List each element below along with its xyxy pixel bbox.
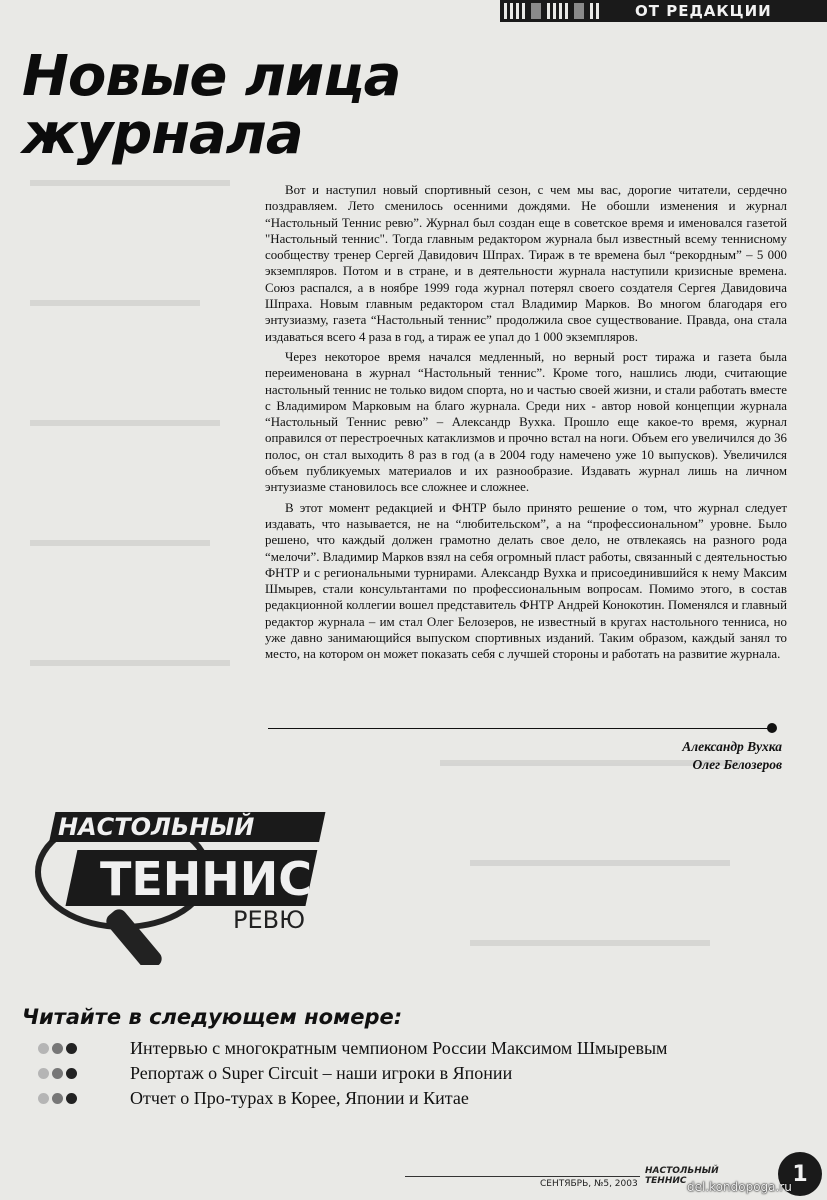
logo-line-2: ТЕННИС — [100, 852, 313, 906]
magazine-logo — [28, 800, 348, 965]
paddle-handle — [103, 906, 165, 965]
footer-rule — [405, 1176, 640, 1177]
article-authors — [682, 738, 782, 774]
title-line-2: журнала — [22, 102, 303, 167]
list-item-text: Отчет о Про-турах в Корее, Японии и Китае — [130, 1088, 469, 1108]
page-title — [22, 44, 442, 167]
article-paragraph: Через некоторое время начался медленный, но верный рост тиража и газета была переименована в журнал “Настольный теннис”. Кроме того, нашлись люди, считающие настольный теннис не только видом спорта, но и частью своей жизни, и стали работать вместе с Владимиром Марковым на благо журнала. Среди них - автор новой концепции журнала “Настольный Теннис ревю” – Александр Вухка. Прошло еще какое-то время, журнал оправился от перестроечных катаклизмов и прочно встал на ноги. Объем его увеличился до 36 полос, он стал выходить 8 раз в год (а в 2004 году намечено уже 10 выпусков). Увеличился объем публикуемых материалов и их разнообразие. Издавать журнал лишь на личном энтузиазме становилось все сложнее и сложнее. — [265, 349, 787, 495]
article-paragraph: Вот и наступил новый спортивный сезон, с чем мы вас, дорогие читатели, сердечно поздравляем. Лето сменилось осенними дождями. Не обошли изменения и журнал “Настольный Теннис ревю”. Журнал был создан еще в советское время и именовался газетой "Настольный теннис". Тогда главным редактором журнала был известный всему теннисному сообществу тренер Сергей Давидович Шпрах. Тираж в те времена был “рекордным” – 5 000 экземпляров. Потом и в стране, и в деятельности журнала наступили кризисные времена. Союз распался, а в ноябре 1999 года журнал потерял своего создателя Сергея Давидовича Шпраха. Новым главным редактором стал Владимир Марков. Во многом благодаря его энтузиазму, газета “Настольный теннис” продолжила свое существование. Правда, она стала издаваться всего 4 раза в год, а тираж ее упал до 1 000 экземпляров. — [265, 183, 787, 344]
article-end-dot — [767, 723, 777, 733]
list-item — [38, 1036, 798, 1061]
title-line-1: Новые лица — [22, 44, 401, 109]
next-issue-list — [38, 1036, 798, 1111]
list-item-text: Репортаж о Super Circuit – наши игроки в Японии — [130, 1063, 513, 1083]
article-paragraph: В этот момент редакцией и ФНТР было принято решение о том, что журнал следует издавать, что называется, не на “любительском”, а на “профессиональном” уровне. Было решено, что каждый должен грамотно делать свое дело, не отвлекаясь на разного рода “мелочи”. Владимир Марков взял на себя огромный пласт работы, связанный с деятельностью ФНТР и с региональными турнирами. Александр Вухка и присоединившийся к нему Максим Шмырев, стали консультантами по профессиональным вопросам. Помимо этого, в состав редакционной коллегии вошел представитель ФНТР Андрей Конокотин. Поменялся и главный редактор журнала – им стал Олег Белозеров, не известный в кругах настольного тенниса, но уже давно занимающийся выпуском спортивных изданий. Таким образом, каждый занял то место, на котором он может показать себя с лучшей стороны и работать на развитие журнала. — [265, 500, 787, 662]
bullet-dots-icon — [38, 1068, 130, 1079]
logo-line-1: НАСТОЛЬНЫЙ — [58, 813, 255, 841]
bullet-dots-icon — [38, 1093, 130, 1104]
list-item — [38, 1086, 798, 1111]
section-header-bar — [500, 0, 827, 22]
issue-date: СЕНТЯБРЬ, №5, 2003 — [540, 1179, 638, 1189]
header-stripes — [500, 3, 599, 19]
page-number: 1 — [778, 1152, 822, 1196]
list-item-text: Интервью с многократным чемпионом России Максимом Шмыревым — [130, 1038, 668, 1058]
bullet-dots-icon — [38, 1043, 130, 1054]
article-end-rule — [268, 728, 772, 729]
footer-logo-line-2: ТЕННИС — [645, 1176, 687, 1186]
watermark: del.kondopoga.ru — [687, 1180, 792, 1194]
author-name: Олег Белозеров — [692, 757, 782, 772]
footer-logo-line-1: НАСТОЛЬНЫЙ — [645, 1166, 719, 1176]
author-name: Александр Вухка — [682, 739, 782, 754]
next-issue-title: Читайте в следующем номере: — [22, 1005, 403, 1029]
editorial-article — [265, 182, 787, 667]
section-label: ОТ РЕДАКЦИИ — [635, 2, 772, 20]
list-item — [38, 1061, 798, 1086]
logo-line-3: РЕВЮ — [233, 906, 306, 934]
